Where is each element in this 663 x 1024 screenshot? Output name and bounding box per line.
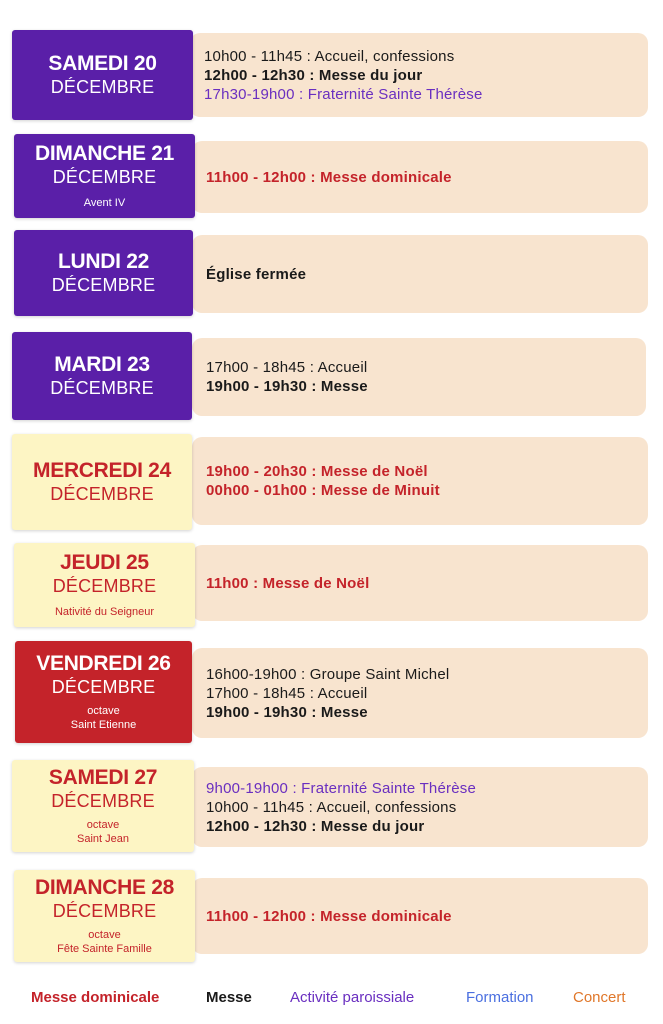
events-card [192, 338, 646, 416]
events-card [192, 141, 648, 213]
event-line: 19h00 - 19h30 : Messe [206, 378, 368, 395]
event-line: 19h00 - 20h30 : Messe de Noël [206, 463, 428, 480]
event-line: 11h00 - 12h00 : Messe dominicale [206, 907, 452, 925]
day-card [14, 230, 193, 316]
event-line: 17h30-19h00 : Fraternité Sainte Thérèse [204, 85, 483, 103]
day-month: DÉCEMBRE [51, 791, 155, 811]
day-card [14, 543, 195, 627]
event-line: 00h00 - 01h00 : Messe de Minuit [206, 482, 440, 499]
events-card [190, 33, 648, 117]
day-month: DÉCEMBRE [50, 77, 155, 97]
legend-messe: Messe [206, 988, 252, 1006]
event-line: 16h00-19h00 : Groupe Saint Michel [206, 665, 450, 683]
day-note: Avent IV [83, 197, 126, 209]
day-name: SAMEDI 20 [48, 52, 157, 75]
event-line: Église fermée [206, 265, 307, 283]
day-name: MERCREDI 24 [33, 459, 171, 482]
day-note: Fête Sainte Famille [57, 943, 152, 955]
day-month: DÉCEMBRE [52, 901, 157, 921]
event-line: 10h00 - 11h45 : Accueil, confessions [206, 798, 457, 816]
day-card [12, 30, 193, 120]
event-line: 19h00 - 19h30 : Messe [206, 703, 368, 721]
day-card [12, 434, 192, 530]
legend-messe-dominicale: Messe dominicale [31, 988, 160, 1006]
day-month: DÉCEMBRE [50, 378, 154, 398]
event-line: 12h00 - 12h30 : Messe du jour [206, 817, 425, 835]
day-card [14, 870, 195, 962]
events-card [192, 767, 648, 847]
event-line: 10h00 - 11h45 : Accueil, confessions [204, 47, 455, 65]
legend-activite-paroissiale: Activité paroissiale [290, 988, 415, 1006]
day-name: LUNDI 22 [58, 250, 149, 273]
day-card [14, 134, 195, 218]
day-name: SAMEDI 27 [48, 766, 158, 789]
day-note: octave [87, 705, 120, 717]
day-month: DÉCEMBRE [50, 484, 154, 504]
day-card [12, 332, 192, 420]
event-line: 17h00 - 18h45 : Accueil [206, 684, 368, 702]
event-line: 9h00-19h00 : Fraternité Sainte Thérèse [206, 779, 476, 797]
legend-formation: Formation [466, 988, 534, 1006]
day-month: DÉCEMBRE [51, 677, 156, 697]
event-line: 17h00 - 18h45 : Accueil [206, 359, 368, 376]
event-line: 11h00 - 12h00 : Messe dominicale [206, 168, 452, 186]
day-name: VENDREDI 26 [36, 652, 171, 675]
day-name: DIMANCHE 28 [34, 876, 175, 899]
events-card [192, 235, 648, 313]
legend [0, 986, 663, 1008]
events-card [192, 545, 648, 621]
day-note: Nativité du Seigneur [54, 606, 155, 618]
events-card [192, 878, 648, 954]
day-name: MARDI 23 [54, 353, 150, 376]
day-name: DIMANCHE 21 [34, 142, 175, 165]
day-note: octave [86, 819, 120, 831]
event-line: 11h00 : Messe de Noël [206, 574, 370, 592]
day-month: DÉCEMBRE [52, 576, 157, 596]
day-name: JEUDI 25 [60, 551, 149, 574]
legend-concert: Concert [573, 988, 626, 1006]
day-card [12, 760, 194, 852]
day-month: DÉCEMBRE [51, 275, 156, 295]
events-card [192, 437, 648, 525]
day-month: DÉCEMBRE [52, 167, 157, 187]
day-note: Saint Jean [77, 833, 129, 845]
day-note: Saint Etienne [70, 719, 137, 731]
day-note: octave [88, 929, 121, 941]
day-card [15, 641, 192, 743]
events-card [192, 648, 648, 738]
event-line: 12h00 - 12h30 : Messe du jour [204, 66, 423, 84]
